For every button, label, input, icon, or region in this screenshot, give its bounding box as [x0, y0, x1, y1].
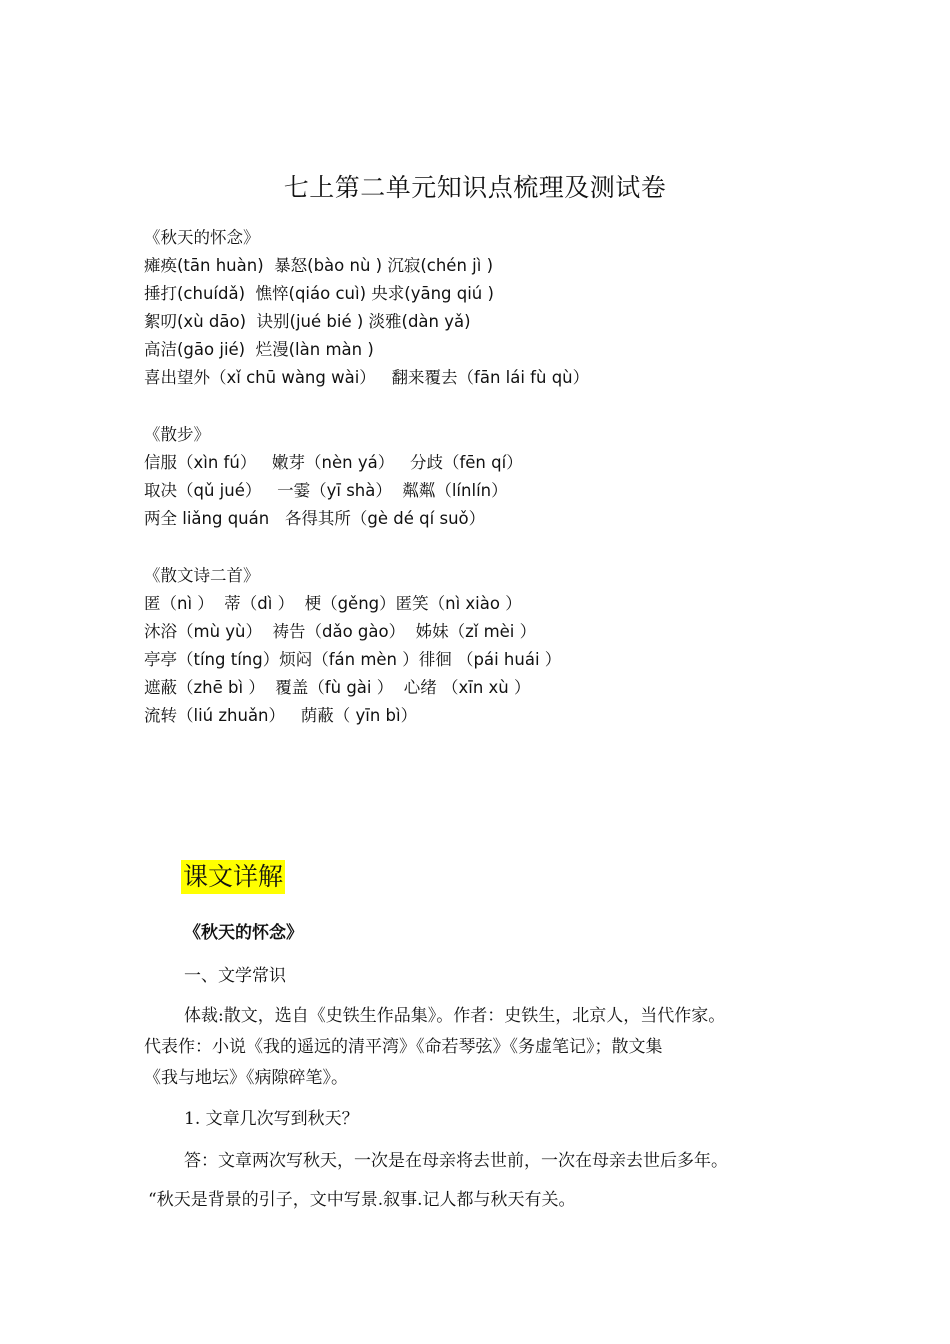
- paragraph-line: 代表作：小说《我的遥远的清平湾》《命若琴弦》《务虚笔记》；散文集: [144, 1037, 663, 1057]
- page-title: 七上第二单元知识点梳理及测试卷: [283, 173, 667, 202]
- vocab-line: 两全 liǎng quán 各得其所（gè dé qí suǒ）: [144, 509, 486, 528]
- vocab-line: 遮蔽（zhē bì ） 覆盖（fù gài ） 心绪 （xīn xù ）: [144, 678, 531, 697]
- section-heading: 《散文诗二首》: [144, 566, 260, 585]
- vocab-line: 流转（liú zhuǎn） 荫蔽（ yīn bì）: [144, 706, 418, 725]
- question-line: 1. 文章几次写到秋天？: [184, 1109, 359, 1129]
- section-heading: 《秋天的怀念》: [144, 228, 260, 247]
- vocab-line: 取决（qǔ jué） 一霎（yī shà） 粼粼（línlín）: [144, 481, 508, 500]
- paragraph-line: 体裁:散文，选自《史铁生作品集》。作者：史铁生，北京人，当代作家。: [184, 1006, 726, 1026]
- detail-subtitle: 《秋天的怀念》: [184, 923, 303, 943]
- vocab-line: 信服（xìn fú） 嫩芽（nèn yá） 分歧（fēn qí）: [144, 453, 523, 472]
- section-one-heading: 一、文学常识: [184, 966, 286, 986]
- vocab-line: 亭亭（tíng tíng）烦闷（fán mèn ）徘徊 （pái huái ）: [144, 650, 562, 669]
- answer-line: “秋天是背景的引子，文中写景.叙事.记人都与秋天有关。: [148, 1190, 576, 1210]
- vocab-line: 沐浴（mù yù） 祷告（dǎo gào） 姊妹（zǐ mèi ）: [144, 622, 537, 641]
- paragraph-line: 《我与地坛》《病隙碎笔》。: [144, 1068, 348, 1088]
- vocab-line: 喜出望外（xǐ chū wàng wài） 翻来覆去（fān lái fù qù）: [144, 368, 590, 387]
- answer-line: 答：文章两次写秋天，一次是在母亲将去世前，一次在母亲去世后多年。: [184, 1151, 728, 1171]
- section-heading: 《散步》: [144, 425, 210, 444]
- vocab-line: 絮叨(xù dāo) 诀别(jué bié ) 淡雅(dàn yǎ): [144, 312, 471, 331]
- vocab-line: 瘫痪(tān huàn) 暴怒(bào nù ) 沉寂(chén jì ): [144, 256, 494, 275]
- detail-heading: 课文详解: [181, 860, 285, 894]
- vocab-line: 捶打(chuídǎ) 憔悴(qiáo cuì) 央求(yāng qiú ): [144, 284, 494, 303]
- vocab-line: 匿（nì ） 蒂（dì ） 梗（gěng）匿笑（nì xiào ）: [144, 594, 522, 613]
- vocab-line: 高洁(gāo jié) 烂漫(làn màn ): [144, 340, 374, 359]
